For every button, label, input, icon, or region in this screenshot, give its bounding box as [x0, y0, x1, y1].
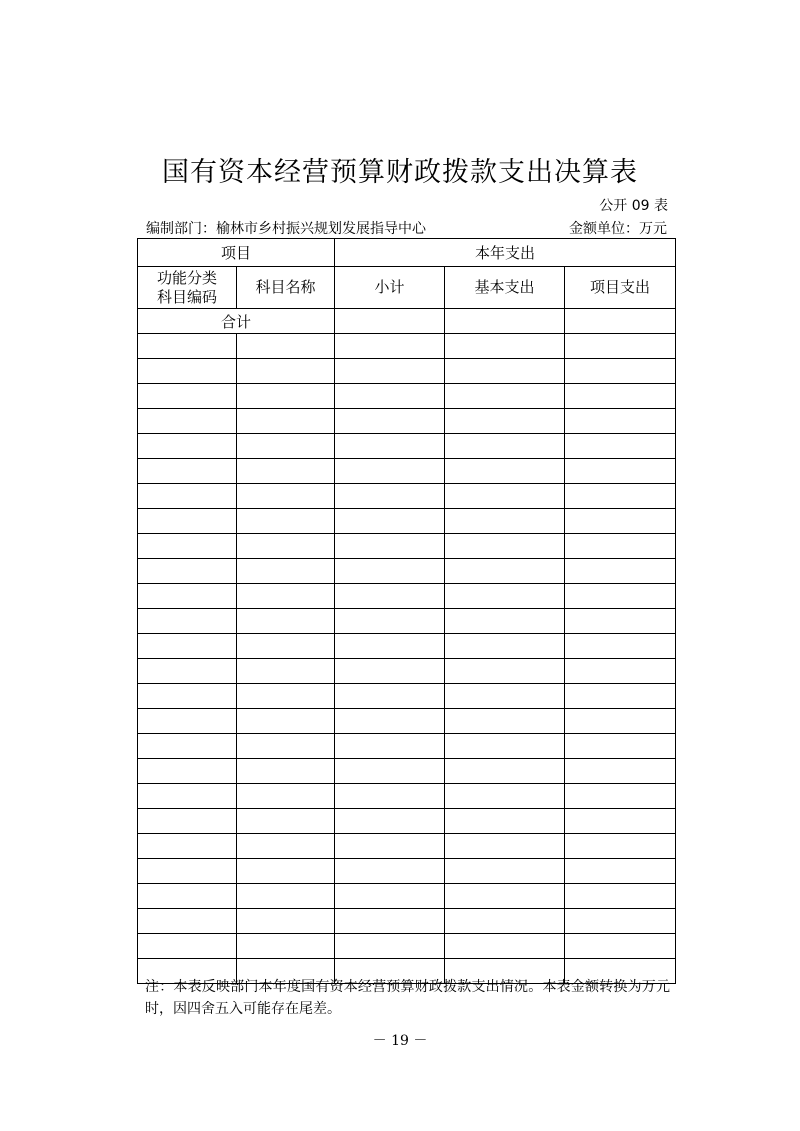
- col-function-code: 功能分类科目编码: [138, 267, 237, 309]
- table-cell: [335, 534, 445, 559]
- table-cell: [335, 359, 445, 384]
- table-cell: [565, 734, 676, 759]
- table-cell: [565, 459, 676, 484]
- table-row: [138, 684, 676, 709]
- table-cell: [138, 784, 237, 809]
- table-cell: [138, 809, 237, 834]
- header-row-2: [138, 267, 676, 309]
- table-cell: [565, 409, 676, 434]
- table-cell: [335, 459, 445, 484]
- table-cell: [237, 359, 335, 384]
- table-row: [138, 384, 676, 409]
- total-label: 合计: [138, 309, 335, 334]
- table-cell: [335, 809, 445, 834]
- table-row: [138, 484, 676, 509]
- table-cell: [335, 759, 445, 784]
- table-cell: [237, 834, 335, 859]
- table-cell: [335, 559, 445, 584]
- table-row: [138, 509, 676, 534]
- table-cell: [445, 509, 565, 534]
- table-cell: [445, 609, 565, 634]
- expenditure-table: [137, 238, 676, 984]
- footnote: 注：本表反映部门本年度国有资本经营预算财政拨款支出情况。本表金额转换为万元时，因四舍五入可能存在尾差。: [145, 979, 670, 1017]
- table-cell: [237, 384, 335, 409]
- table-cell: [445, 409, 565, 434]
- table-row: [138, 459, 676, 484]
- total-subtotal: [335, 309, 445, 334]
- total-basic: [445, 309, 565, 334]
- table-cell: [138, 609, 237, 634]
- table-cell: [138, 834, 237, 859]
- table-cell: [445, 434, 565, 459]
- amount-unit: 金额单位：万元: [569, 221, 667, 237]
- col-project: 项目支出: [565, 267, 676, 309]
- table-cell: [237, 434, 335, 459]
- header-current-year: 本年支出: [335, 239, 676, 267]
- table-row: [138, 884, 676, 909]
- table-cell: [138, 584, 237, 609]
- table-cell: [237, 659, 335, 684]
- page-number: － 19 －: [372, 1033, 428, 1049]
- table-cell: [237, 334, 335, 359]
- table-cell: [138, 409, 237, 434]
- table-cell: [445, 559, 565, 584]
- table-cell: [237, 634, 335, 659]
- table-cell: [445, 584, 565, 609]
- table-cell: [565, 609, 676, 634]
- table-row: [138, 434, 676, 459]
- table-cell: [237, 784, 335, 809]
- table-cell: [445, 334, 565, 359]
- table-cell: [565, 484, 676, 509]
- table-cell: [335, 909, 445, 934]
- table-cell: [565, 909, 676, 934]
- table-cell: [445, 834, 565, 859]
- table-cell: [445, 884, 565, 909]
- table-row: [138, 859, 676, 884]
- table-cell: [565, 659, 676, 684]
- table-row: [138, 659, 676, 684]
- table-cell: [138, 709, 237, 734]
- table-row: [138, 584, 676, 609]
- table-cell: [335, 409, 445, 434]
- page-title: 国有资本经营预算财政拨款支出决算表: [162, 157, 638, 188]
- table-cell: [445, 384, 565, 409]
- table-cell: [138, 334, 237, 359]
- table-cell: [335, 684, 445, 709]
- table-cell: [335, 734, 445, 759]
- table-row: [138, 409, 676, 434]
- table-cell: [445, 484, 565, 509]
- total-project: [565, 309, 676, 334]
- table-cell: [565, 759, 676, 784]
- table-cell: [335, 634, 445, 659]
- table-cell: [565, 434, 676, 459]
- header-item: 项目: [138, 239, 335, 267]
- table-cell: [565, 884, 676, 909]
- table-cell: [335, 384, 445, 409]
- table-cell: [138, 434, 237, 459]
- table-cell: [138, 509, 237, 534]
- table-cell: [565, 584, 676, 609]
- table-cell: [565, 334, 676, 359]
- table-cell: [445, 534, 565, 559]
- table-cell: [237, 759, 335, 784]
- table-cell: [565, 509, 676, 534]
- table-cell: [237, 859, 335, 884]
- table-cell: [138, 859, 237, 884]
- table-cell: [237, 709, 335, 734]
- table-cell: [445, 734, 565, 759]
- table-cell: [445, 809, 565, 834]
- table-cell: [138, 909, 237, 934]
- table-row: [138, 559, 676, 584]
- table-cell: [565, 634, 676, 659]
- table-cell: [335, 659, 445, 684]
- table-cell: [565, 809, 676, 834]
- form-number: 公开 09 表: [599, 198, 668, 214]
- table-cell: [237, 809, 335, 834]
- table-cell: [565, 384, 676, 409]
- table-cell: [237, 559, 335, 584]
- table-cell: [445, 634, 565, 659]
- table-cell: [565, 934, 676, 959]
- table-cell: [237, 909, 335, 934]
- col-basic: 基本支出: [445, 267, 565, 309]
- table-cell: [138, 559, 237, 584]
- table-row: [138, 734, 676, 759]
- table-cell: [138, 659, 237, 684]
- table-cell: [335, 884, 445, 909]
- table-cell: [237, 684, 335, 709]
- table-cell: [335, 584, 445, 609]
- table-cell: [445, 459, 565, 484]
- table-cell: [138, 734, 237, 759]
- table-cell: [237, 509, 335, 534]
- header-row-1: [138, 239, 676, 267]
- table-cell: [565, 784, 676, 809]
- table-cell: [138, 484, 237, 509]
- table-cell: [445, 784, 565, 809]
- table-cell: [335, 434, 445, 459]
- table-cell: [565, 834, 676, 859]
- table-row: [138, 759, 676, 784]
- compiling-department: 编制部门：榆林市乡村振兴规划发展指导中心: [146, 221, 426, 237]
- table-row: [138, 534, 676, 559]
- total-row: [138, 309, 676, 334]
- table-cell: [237, 409, 335, 434]
- table-row: [138, 609, 676, 634]
- table-cell: [335, 509, 445, 534]
- table-cell: [445, 709, 565, 734]
- table-cell: [138, 359, 237, 384]
- table-cell: [237, 459, 335, 484]
- table-cell: [335, 484, 445, 509]
- table-cell: [445, 359, 565, 384]
- table-cell: [445, 909, 565, 934]
- table-row: [138, 909, 676, 934]
- table-cell: [335, 834, 445, 859]
- table-cell: [445, 859, 565, 884]
- table-row: [138, 709, 676, 734]
- table-row: [138, 809, 676, 834]
- table-cell: [237, 734, 335, 759]
- table-cell: [565, 684, 676, 709]
- table-row: [138, 834, 676, 859]
- table-cell: [237, 884, 335, 909]
- table-row: [138, 634, 676, 659]
- table-row: [138, 784, 676, 809]
- table-cell: [237, 584, 335, 609]
- col-subject-name: 科目名称: [237, 267, 335, 309]
- table-cell: [565, 559, 676, 584]
- table-cell: [565, 359, 676, 384]
- table-row: [138, 334, 676, 359]
- table-cell: [565, 709, 676, 734]
- table-cell: [237, 934, 335, 959]
- table-cell: [335, 609, 445, 634]
- table-cell: [237, 484, 335, 509]
- table-cell: [445, 659, 565, 684]
- table-cell: [138, 634, 237, 659]
- table-cell: [565, 859, 676, 884]
- table-cell: [138, 934, 237, 959]
- table-cell: [138, 384, 237, 409]
- table-cell: [335, 709, 445, 734]
- table-cell: [335, 859, 445, 884]
- table-cell: [335, 334, 445, 359]
- table-cell: [138, 759, 237, 784]
- table-cell: [237, 534, 335, 559]
- table-cell: [138, 884, 237, 909]
- table-cell: [565, 534, 676, 559]
- col-subtotal: 小计: [335, 267, 445, 309]
- table-cell: [445, 934, 565, 959]
- table-row: [138, 359, 676, 384]
- table-row: [138, 934, 676, 959]
- table-cell: [445, 684, 565, 709]
- table-cell: [138, 684, 237, 709]
- table-cell: [335, 784, 445, 809]
- table-cell: [445, 759, 565, 784]
- table-cell: [335, 934, 445, 959]
- table-cell: [138, 534, 237, 559]
- table-cell: [237, 609, 335, 634]
- table-cell: [138, 459, 237, 484]
